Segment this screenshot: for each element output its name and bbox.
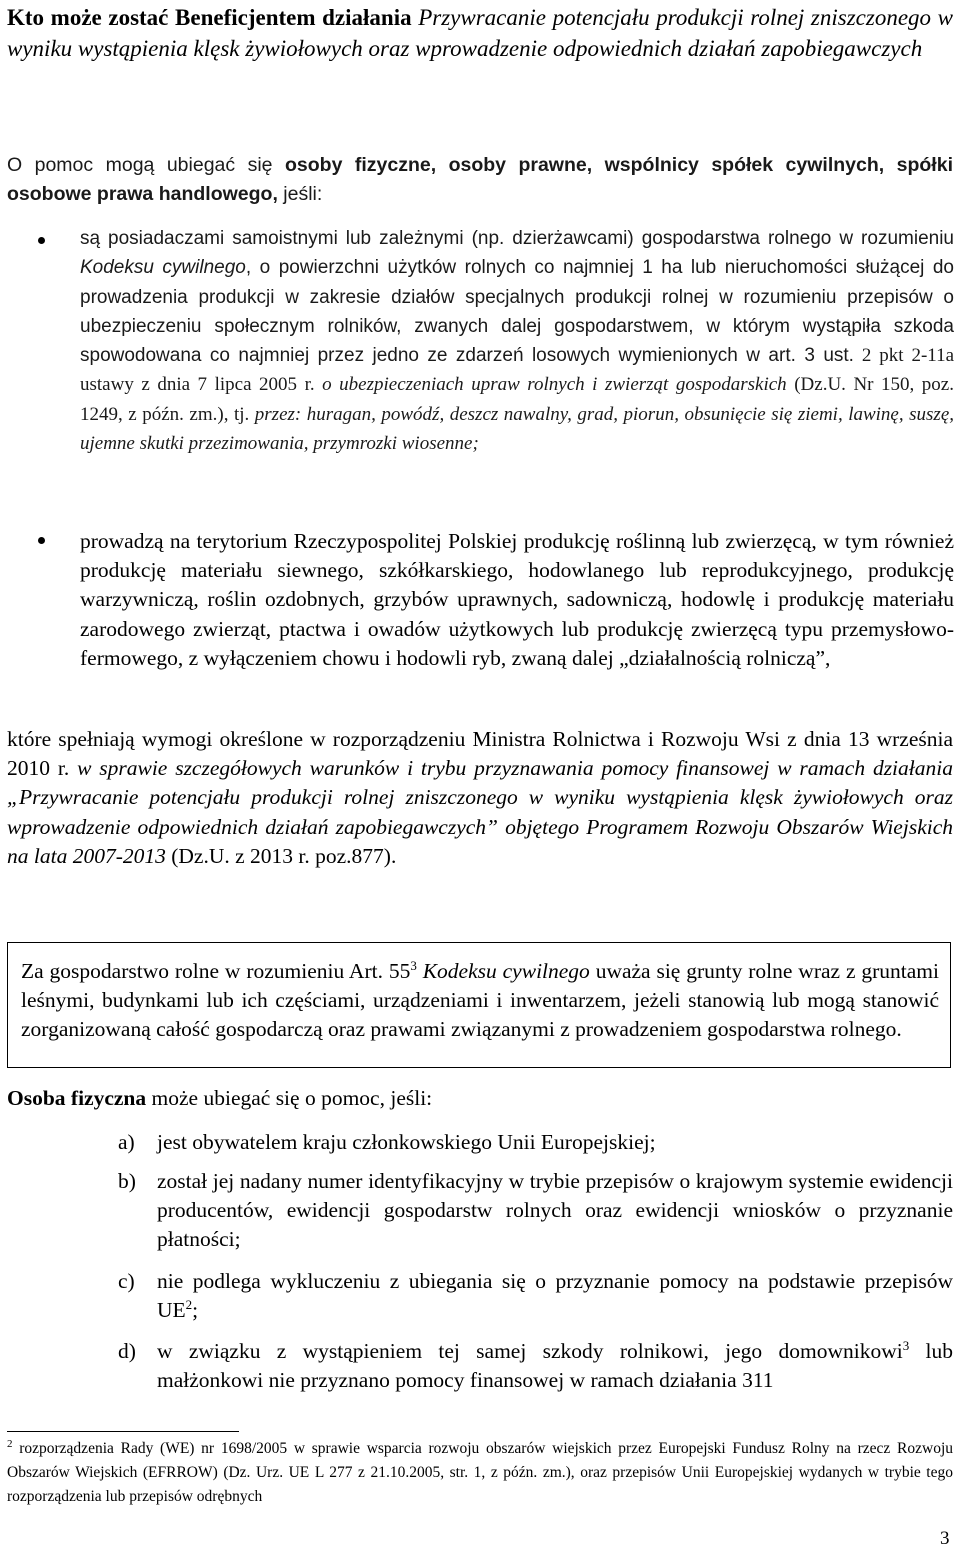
osoba-rest: może ubiegać się o pomoc, jeśli: [146,1086,433,1110]
item-text [157,1337,953,1395]
item-text-main: w związku z wystąpieniem tej samej szkody rolnikowi, jego domownikowi [157,1339,903,1363]
bullet-text-first [80,224,954,458]
box-italic: Kodeksu cywilnego [416,959,590,983]
item-text: został jej nadany numer identyfikacyjny w trybie przepisów o krajowym systemie ewidencji producentów, ewidencji gospodarstw rolnych oraz ewidencji wniosków o przyznanie płatności; [157,1169,953,1251]
bullet1-part3: 2 pkt 2-11a ustawy z dnia 7 lipca 2005 r. [80,345,954,396]
title-italic: Przywracanie potencjału produkcji rolnej zniszczonego w wyniku wystąpienia klęsk żywiołowych oraz wprowadzenie odpowiednich działań zapobiegawczych [7,5,953,61]
item-letter: d) [118,1339,136,1363]
footnote [7,1437,953,1509]
bullet-icon [38,237,45,244]
footnote-text: rozporządzenia Rady (WE) nr 1698/2005 w sprawie wsparcia rozwoju obszarów wiejskich przez Europejski Fundusz Rolny na rzecz Rozwoju Obszarów Wiejskich (EFRROW) (Dz. Urz. UE L 277 z 21.10.2005, str. 1, z późn. zm.), oraz przepisów Unii Europejskiej wydanych w trybie tego rozporządzenia lub przepisów odrębnych [7,1440,953,1505]
requirements-paragraph [7,725,953,871]
item-letter: c) [118,1269,135,1293]
page-number: 3 [940,1528,950,1549]
intro-lead: O pomoc mogą ubiegać się [7,154,285,176]
requirements-part1: które spełniają wymogi określone w rozporządzeniu Ministra Rolnictwa i Rozwoju Wsi z dnia 13 września 2010 r. [7,727,953,781]
osoba-heading [7,1084,953,1113]
definition-box [7,942,951,1068]
definition-text [21,957,939,1044]
intro-paragraph [7,151,953,209]
osoba-bold: Osoba fizyczna [7,1086,147,1110]
item-text [157,1267,953,1325]
item-text-main: nie podlega wykluczeniu z ubiegania się o przyznanie pomocy na podstawie przepisów UE [157,1269,953,1322]
item-text-after: ; [192,1298,199,1322]
box-sup: 3 [410,957,417,973]
footnote-ref: 3 [902,1337,910,1353]
bullet1-italic3: przez: huragan, powódź, deszcz nawalny, grad, piorun, obsunięcie się ziemi, lawinę, suszę, ujemne skutki przezimowania, przymrozki wiosenne; [80,403,954,455]
requirements-italic: w sprawie szczegółowych warunków i trybu przyznawania pomocy finansowej w ramach działania „Przywracanie potencjału produkcji rolnej zniszczonego w wyniku wystąpienia klęsk żywiołowych oraz wprowadzenie odpowiednich działań zapobiegawczych” objętego Programem Rozwoju Obszarów Wiejskich na lata 2007-2013 [7,756,953,868]
footnote-separator [7,1431,239,1432]
bullet-icon [38,537,45,544]
title-lead: Kto może zostać Beneficjentem działania [7,5,419,30]
page-title [7,2,953,64]
item-letter: a) [118,1130,135,1154]
item-text: jest obywatelem kraju członkowskiego Unii Europejskiej; [157,1130,656,1154]
requirements-part2: (Dz.U. z 2013 r. poz.877). [165,843,397,868]
bullet-text-second: prowadzą na terytorium Rzeczypospolitej Polskiej produkcję roślinną lub zwierzęcą, w tym również produkcję materiału siewnego, szkółkarskiego, hodowlanego lub reprodukcyjnego, produkcję warzywniczą, roślin ozdobnych, grzybów uprawnych, sadowniczą, hodowlę i produkcję materiału zarodowego zwierząt, ptactwa i owadów użytkowych lub produkcję zwierzęcą typu przemysłowo-fermowego, z wyłączeniem chowu i hodowli ryb, zwaną dalej „działalnością rolniczą”, [80,529,954,670]
item-text-after: lub małżonkowi nie przyznano pomocy finansowej w ramach działania 311 [157,1339,953,1392]
item-letter: b) [118,1169,136,1193]
footnote-ref: 2 [185,1296,193,1312]
bullet1-part1: są posiadaczami samoistnymi lub zależnymi (np. dzierżawcami) gospodarstwa rolnego w rozumieniu [80,228,954,249]
intro-bold: osoby fizyczne, osoby prawne, wspólnicy spółek cywilnych, spółki osobowe prawa handlowego, [7,154,953,205]
bullet1-part4: (Dz.U. Nr 150, poz. 1249, z późn. zm.), tj. [80,374,954,425]
bullet1-italic2: o ubezpieczeniach upraw rolnych i zwierząt gospodarskich [322,374,787,396]
box-part1: Za gospodarstwo rolne w rozumieniu Art. 55 [21,959,411,983]
bullet1-part2: , o powierzchni użytków rolnych co najmniej 1 ha lub nieruchomości służącej do prowadzenia produkcji w zakresie działów specjalnych produkcji rolnej w rozumieniu przepisów o ubezpieczeniu społecznym rolników, zwanych dalej gospodarstwem, w którym wystąpiła szkoda spowodowana co najmniej przez jedno ze zdarzeń losowych wymienionych w art. 3 ust. [80,257,954,367]
footnote-number: 2 [7,1437,13,1450]
bullet1-italic1: Kodeksu cywilnego [80,257,246,279]
box-part2: uważa się grunty rolne wraz z gruntami leśnymi, budynkami lub ich częściami, urządzeniami i inwentarzem, jeżeli stanowią lub mogą stanowić zorganizowaną całość gospodarczą oraz prawami związanymi z prowadzeniem gospodarstwa rolnego. [21,959,939,1041]
intro-tail: jeśli: [277,183,323,205]
